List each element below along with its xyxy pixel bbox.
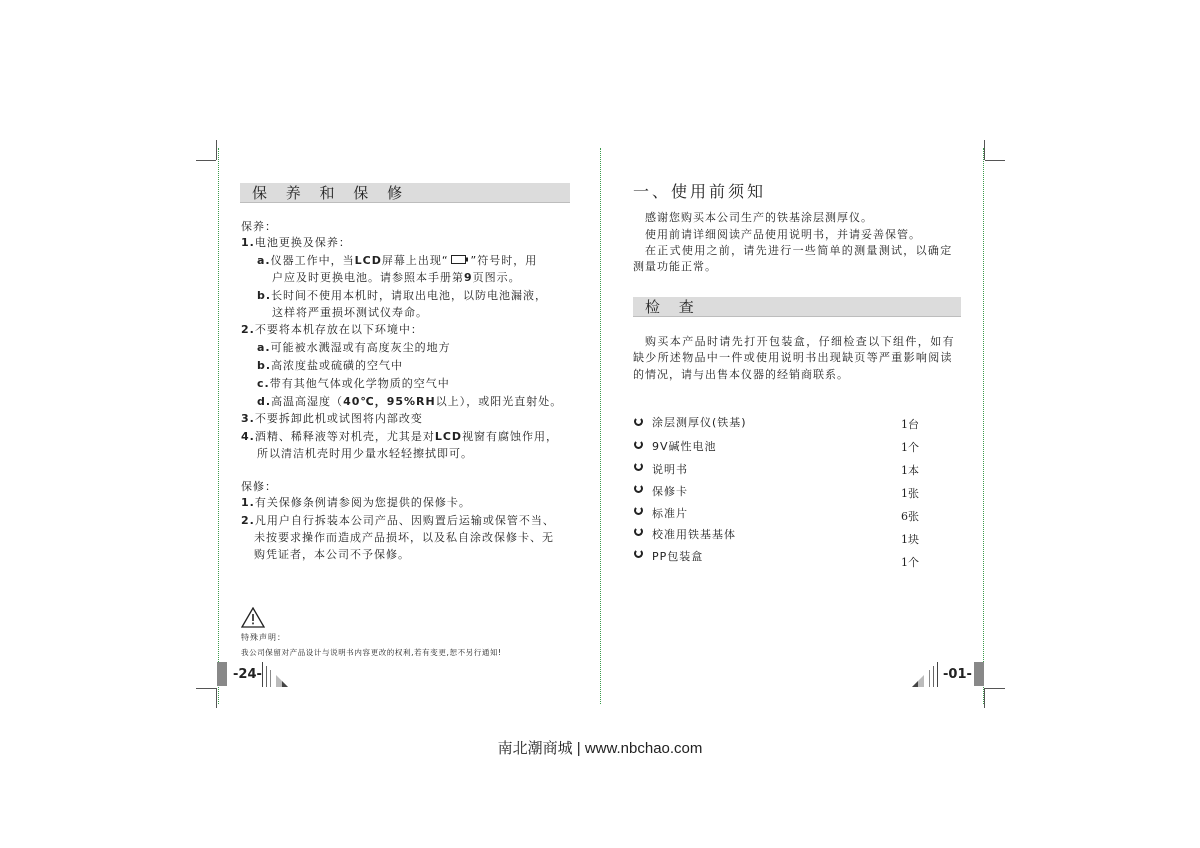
component-qty: 1块 bbox=[901, 533, 919, 546]
item-text: 屏幕上出现“ bbox=[381, 254, 449, 267]
component-name: 说明书 bbox=[652, 463, 688, 476]
component-qty: 1个 bbox=[901, 556, 919, 569]
fold-line-center bbox=[600, 148, 601, 704]
maintenance-item-2b bbox=[257, 359, 403, 373]
item-text: 电池更换及保养： bbox=[254, 236, 351, 249]
item-number: a. bbox=[257, 341, 271, 354]
warranty-heading: 保修： bbox=[241, 480, 277, 493]
item-text: 视窗有腐蚀作用， bbox=[462, 430, 559, 443]
maintenance-item-1 bbox=[241, 236, 351, 250]
item-text: 不要拆卸此机或试图将内部改变 bbox=[254, 412, 423, 425]
maintenance-item-1a-cont bbox=[272, 271, 521, 285]
item-text: 以上），或阳光直射处。 bbox=[435, 395, 563, 408]
component-qty: 1本 bbox=[901, 464, 919, 477]
footer-separator: | bbox=[576, 740, 581, 757]
maintenance-heading: 保养： bbox=[241, 220, 277, 233]
maintenance-item-4 bbox=[241, 430, 558, 444]
intro-line: 使用前请详细阅读产品使用说明书，并请妥善保管。 bbox=[645, 228, 921, 241]
intro-line: 在正式使用之前，请先进行一些简单的测量测试，以确定 bbox=[645, 244, 953, 257]
footer-watermark bbox=[0, 737, 1200, 758]
component-name: 涂层测厚仪(铁基) bbox=[652, 416, 747, 429]
notice-label: 特殊声明： bbox=[241, 633, 286, 642]
item-number: c. bbox=[257, 377, 270, 390]
crop-mark bbox=[216, 140, 217, 160]
page-number: -24- bbox=[233, 667, 262, 682]
component-qty: 1个 bbox=[901, 441, 919, 454]
maintenance-item-1a bbox=[257, 254, 537, 268]
intro-line: 感谢您购买本公司生产的铁基涂层测厚仪。 bbox=[645, 211, 873, 224]
store-name: 南北潮商城 bbox=[497, 740, 573, 757]
notice-text: 我公司保留对产品设计与说明书内容更改的权利,若有变更,恕不另行通知! bbox=[241, 648, 502, 657]
page-number-decoration bbox=[262, 660, 290, 692]
ring-bullet-icon bbox=[634, 549, 643, 558]
intro-line: 测量功能正常。 bbox=[633, 260, 717, 273]
item-text: 不要将本机存放在以下环境中： bbox=[254, 323, 423, 336]
ring-bullet-icon bbox=[634, 417, 643, 426]
component-name: 校准用铁基基体 bbox=[652, 528, 736, 541]
component-name: 9V碱性电池 bbox=[652, 440, 717, 453]
warranty-item-1 bbox=[241, 496, 471, 510]
maintenance-item-4-cont: 所以清洁机壳时用少量水轻轻擦拭即可。 bbox=[257, 447, 473, 460]
item-text: 长时间不使用本机时，请取出电池，以防电池漏液， bbox=[271, 289, 548, 302]
item-number: b. bbox=[257, 289, 272, 302]
maintenance-item-2c bbox=[257, 377, 450, 391]
maintenance-item-3 bbox=[241, 412, 423, 426]
lcd-text: LCD bbox=[354, 254, 382, 267]
battery-icon bbox=[451, 254, 469, 268]
check-text-line: 的情况，请与出售本仪器的经销商联系。 bbox=[633, 368, 849, 381]
check-text-line: 购买本产品时请先打开包装盒，仔细检查以下组件，如有 bbox=[645, 335, 955, 348]
section-title-maintenance: 保 养 和 保 修 bbox=[240, 183, 570, 203]
page-number-bar bbox=[974, 662, 984, 686]
component-name: 保修卡 bbox=[652, 485, 688, 498]
item-text: 酒精、稀释液等对机壳，尤其是对 bbox=[254, 430, 435, 443]
ring-bullet-icon bbox=[634, 462, 643, 471]
item-number: d. bbox=[257, 395, 272, 408]
component-name: PP包装盒 bbox=[652, 550, 704, 563]
item-number: b. bbox=[257, 359, 272, 372]
crop-mark bbox=[985, 688, 1005, 689]
page-ref: 9 bbox=[464, 271, 473, 284]
item-number: 2. bbox=[241, 514, 255, 527]
crop-mark bbox=[984, 140, 985, 160]
lcd-text: LCD bbox=[434, 430, 463, 443]
crop-mark bbox=[196, 688, 216, 689]
fold-line-right bbox=[983, 148, 984, 704]
page-number-decoration bbox=[910, 660, 938, 692]
item-number: 2. bbox=[241, 323, 255, 336]
component-name: 标准片 bbox=[652, 507, 688, 520]
page-heading: 一、使用前须知 bbox=[633, 182, 767, 201]
warranty-item-2-cont: 购凭证者，本公司不予保修。 bbox=[254, 548, 410, 561]
component-qty: 6张 bbox=[901, 510, 919, 523]
item-number: 1. bbox=[241, 496, 255, 509]
item-text: 户应及时更换电池。请参照本手册第 bbox=[272, 271, 464, 284]
crop-mark bbox=[196, 160, 216, 161]
crop-mark bbox=[216, 688, 217, 708]
item-text: 页图示。 bbox=[472, 271, 521, 284]
warranty-item-2 bbox=[241, 514, 555, 528]
item-text: 可能被水溅湿或有高度灰尘的地方 bbox=[270, 341, 451, 354]
check-text-line: 缺少所述物品中一件或使用说明书出现缺页等严重影响阅读 bbox=[633, 351, 953, 364]
section-title-check: 检 查 bbox=[633, 297, 961, 317]
item-text: 凡用户自行拆装本公司产品、因购置后运输或保管不当、 bbox=[254, 514, 555, 527]
crop-mark bbox=[984, 688, 985, 708]
item-text: 有关保修条例请参阅为您提供的保修卡。 bbox=[254, 496, 471, 509]
component-qty: 1张 bbox=[901, 487, 919, 500]
maintenance-item-2 bbox=[241, 323, 423, 337]
item-number: a. bbox=[257, 254, 271, 267]
item-number: 3. bbox=[241, 412, 255, 425]
page-number: -01- bbox=[943, 667, 972, 682]
item-text: 高温高湿度（ bbox=[271, 395, 344, 408]
item-number: 1. bbox=[241, 236, 255, 249]
ring-bullet-icon bbox=[634, 506, 643, 515]
fold-line-left bbox=[218, 148, 219, 704]
page-number-bar bbox=[217, 662, 227, 686]
item-text: 仪器工作中，当 bbox=[270, 254, 355, 267]
item-text: ”符号时，用 bbox=[470, 254, 538, 267]
ring-bullet-icon bbox=[634, 484, 643, 493]
maintenance-item-2d bbox=[257, 395, 562, 409]
maintenance-item-2a bbox=[257, 341, 451, 355]
site-url: www.nbchao.com bbox=[584, 740, 703, 757]
item-text: 高浓度盐或硫磺的空气中 bbox=[271, 359, 404, 372]
component-qty: 1台 bbox=[901, 418, 919, 431]
warning-triangle-icon bbox=[241, 607, 265, 632]
maintenance-item-1b-cont: 这样将严重损坏测试仪寿命。 bbox=[272, 306, 428, 319]
ring-bullet-icon bbox=[634, 527, 643, 536]
crop-mark bbox=[985, 160, 1005, 161]
temp-spec: 40℃，95%RH bbox=[343, 395, 436, 408]
warranty-item-2-cont: 未按要求操作而造成产品损坏，以及私自涂改保修卡、无 bbox=[254, 531, 554, 544]
item-text: 带有其他气体或化学物质的空气中 bbox=[269, 377, 450, 390]
ring-bullet-icon bbox=[634, 440, 643, 449]
item-number: 4. bbox=[241, 430, 255, 443]
maintenance-item-1b bbox=[257, 289, 547, 303]
